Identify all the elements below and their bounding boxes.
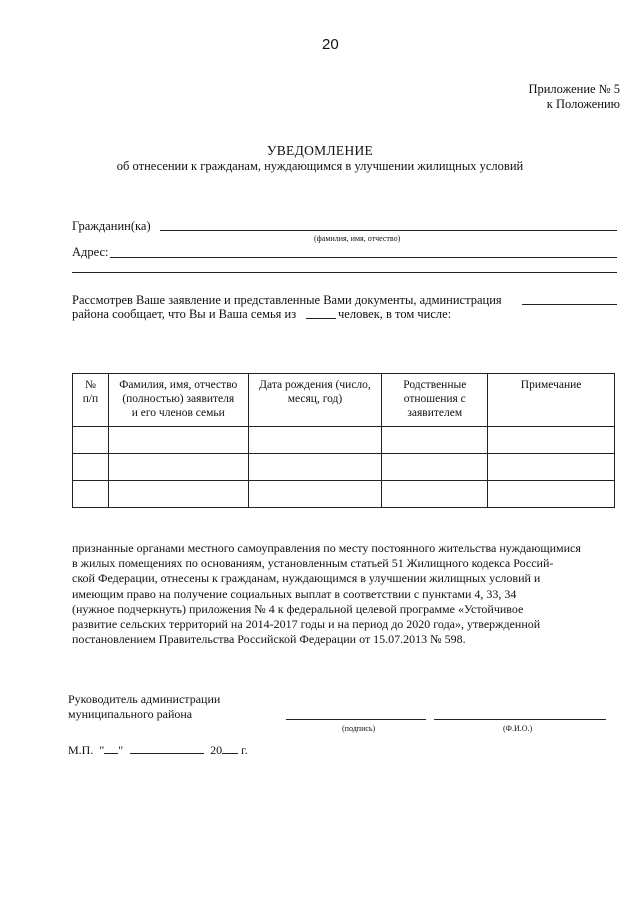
intro-line1: Рассмотрев Ваше заявление и представленные Вами документы, администрация [72,293,502,307]
date-quote-open: " [99,743,105,757]
paragraph-line: признанные органами местного самоуправления по месту постоянного жительства нуждающимися [72,541,581,555]
intro-line2-b: человек, в том числе: [338,307,452,321]
header-full-name: Фамилия, имя, отчество (полностью) заявителя и его членов семьи [108,374,248,427]
header-birth-date: Дата рождения (число, месяц, год) [248,374,382,427]
name-blank [434,719,606,720]
header-note: Примечание [488,374,615,427]
document-title: УВЕДОМЛЕНИЕ [266,143,374,158]
paragraph-line: (нужное подчеркнуть) приложения № 4 к федеральной целевой программе «Устойчивое [72,601,524,616]
table-row [73,481,615,508]
citizen-caption: (фамилия, имя, отчество) [314,234,401,243]
paragraph-line: ской Федерации, отнесены к гражданам, нуждающимся в улучшении жилищных условий и [72,571,541,586]
head-title-line1: Руководитель администрации [68,692,221,706]
citizen-label: Гражданин(ка) [72,219,151,233]
address-label: Адрес: [72,245,109,259]
citizen-blank [160,230,617,231]
paragraph-line: постановлением Правительства Российской Федерации от 15.07.2013 № 598. [72,632,466,647]
signature-caption: (подпись) [342,724,376,733]
paragraph-line: имеющим право на получение социальных выплат в соответствии с пунктами 4, 33, 34 [72,586,517,601]
table-header-row [73,374,615,427]
administration-blank [522,304,617,305]
day-blank [104,753,118,754]
annex-line2: к Положению [546,97,620,111]
paragraph-line: развитие сельских территорий на 2014-2017 годы и на период до 2020 года», утвержденной [72,617,541,632]
header-number: № п/п [73,374,109,427]
month-blank [130,753,204,754]
stamp-date-line [68,743,248,758]
header-relationship: Родственные отношения с заявителем [382,374,488,427]
address-blank [110,257,617,258]
address-blank-2 [72,272,617,273]
stamp-mp: М.П. [68,743,94,757]
date-quote-close: " [118,743,124,757]
table-row [73,427,615,454]
annex-reference [528,82,620,112]
name-caption: (Ф.И.О.) [503,724,533,733]
signature-blank [286,719,426,720]
page-number: 20 [322,36,339,53]
head-title-line2: муниципального района [68,707,193,721]
family-count-blank [306,318,336,319]
family-members-table [72,373,615,508]
year-suffix: г. [241,743,248,757]
paragraph-line: в жилых помещениях по основаниям, установленным статьей 51 Жилищного кодекса Россий- [72,556,554,571]
year-blank [222,753,238,754]
table-row [73,454,615,481]
decision-paragraph [72,541,617,647]
year-prefix: 20 [210,743,223,757]
document-subtitle: об отнесении к гражданам, нуждающимся в улучшении жилищных условий [116,159,524,173]
intro-line2-a: района сообщает, что Вы и Ваша семья из [72,307,297,321]
annex-line1: Приложение № 5 [528,82,620,96]
